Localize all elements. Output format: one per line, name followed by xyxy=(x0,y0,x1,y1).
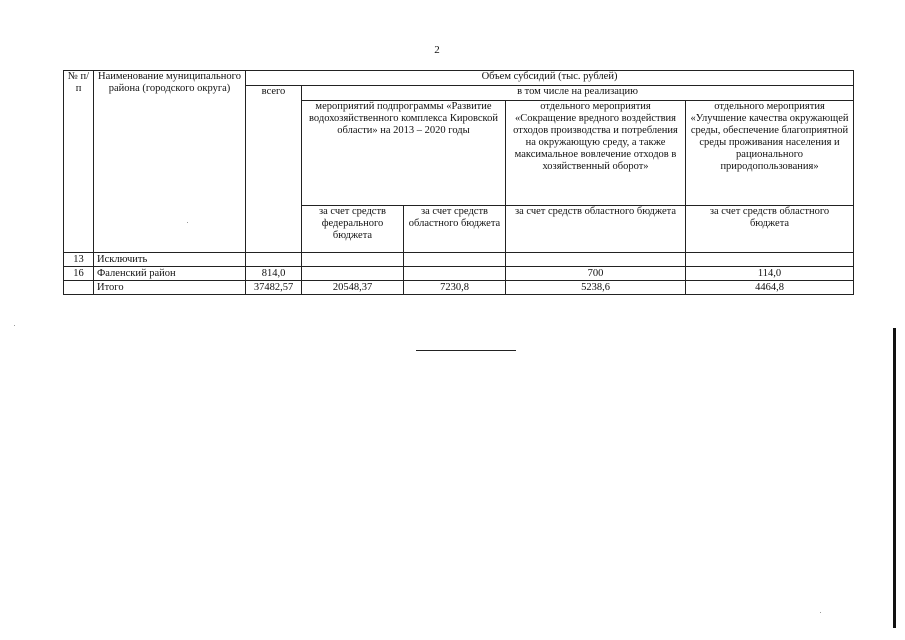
header-group-water: мероприятий подпрограммы «Развитие водохозяйственного комплекса Кировской области» на 2013 – 2020 годы xyxy=(302,101,506,206)
cell-name: Итого xyxy=(94,281,246,295)
cell-environment: 114,0 xyxy=(686,267,854,281)
cell-num xyxy=(64,281,94,295)
cell-waste: 700 xyxy=(506,267,686,281)
cell-federal xyxy=(302,267,404,281)
table-row xyxy=(64,267,854,281)
header-sub-federal: за счет средств федерального бюджета xyxy=(302,206,404,253)
cell-total xyxy=(246,253,302,267)
header-volume: Объем субсидий (тыс. рублей) xyxy=(246,71,854,86)
header-group-waste: отдельного мероприятия «Сокращение вредного воздействия отходов производства и потребления на окружающую среду, а также максимальное вовлечение отходов в хозяйственный оборот» xyxy=(506,101,686,206)
cell-name: Фаленский район xyxy=(94,267,246,281)
cell-waste: 5238,6 xyxy=(506,281,686,295)
scan-speck xyxy=(820,612,821,613)
header-group-environment: отдельного мероприятия «Улучшение качества окружающей среды, обеспечение благоприятной среды проживания населения и рационального природопользования» xyxy=(686,101,854,206)
cell-name: Исключить xyxy=(94,253,246,267)
scan-speck xyxy=(14,325,15,326)
cell-regional xyxy=(404,267,506,281)
header-total: всего xyxy=(246,86,302,253)
cell-federal: 20548,37 xyxy=(302,281,404,295)
cell-environment xyxy=(686,253,854,267)
header-num: № п/п xyxy=(64,71,94,253)
cell-total: 37482,57 xyxy=(246,281,302,295)
cell-environment: 4464,8 xyxy=(686,281,854,295)
cell-waste xyxy=(506,253,686,267)
table-row xyxy=(64,253,854,267)
header-sub-regional-3: за счет средств областного бюджета xyxy=(686,206,854,253)
subsidy-table xyxy=(63,70,854,295)
scan-edge-line xyxy=(893,328,896,628)
page-number: 2 xyxy=(434,44,440,56)
cell-num: 16 xyxy=(64,267,94,281)
header-name: Наименование муниципального района (городского округа) xyxy=(94,71,246,253)
cell-federal xyxy=(302,253,404,267)
cell-num: 13 xyxy=(64,253,94,267)
table-row-total xyxy=(64,281,854,295)
header-sub-regional-2: за счет средств областного бюджета xyxy=(506,206,686,253)
cell-regional xyxy=(404,253,506,267)
closing-rule xyxy=(416,350,516,351)
cell-regional: 7230,8 xyxy=(404,281,506,295)
scan-speck xyxy=(187,222,188,223)
cell-total: 814,0 xyxy=(246,267,302,281)
header-including: в том числе на реализацию xyxy=(302,86,854,101)
header-sub-regional: за счет средств областного бюджета xyxy=(404,206,506,253)
header-row-1 xyxy=(64,71,854,86)
